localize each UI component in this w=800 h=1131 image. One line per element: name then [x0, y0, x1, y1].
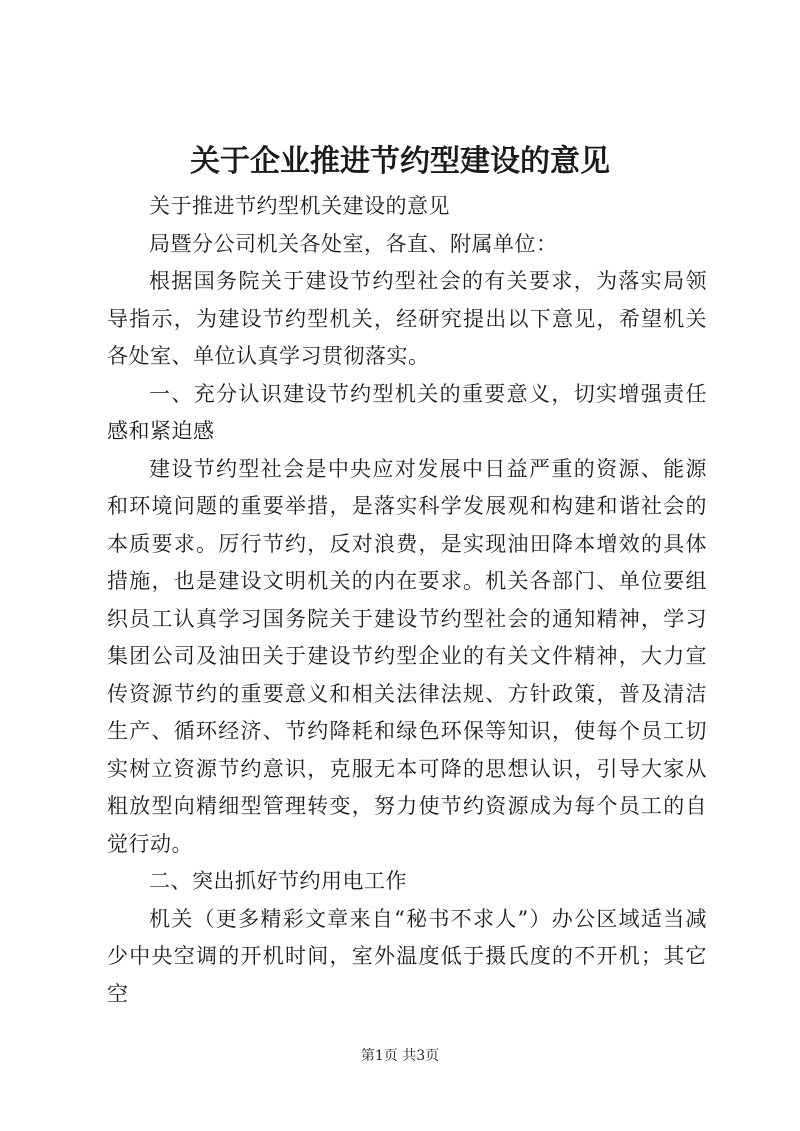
- paragraph-section-1: 建设节约型社会是中央应对发展中日益严重的资源、能源和环境问题的重要举措，是落实科学发展观和构建和谐社会的本质要求。厉行节约，反对浪费，是实现油田降本增效的具体措施，也是建设文明机关的内在要求。机关各部门、单位要组织员工认真学习国务院关于建设节约型社会的通知精神，学习集团公司及油田关于建设节约型企业的有关文件精神，大力宣传资源节约的重要意义和相关法律法规、方针政策，普及清洁生产、循环经济、节约降耗和绿色环保等知识，使每个员工切实树立资源节约意识，克服无本可降的思想认识，引导大家从粗放型向精细型管理转变，努力使节约资源成为每个员工的自觉行动。: [107, 456, 707, 856]
- section-heading-1: 一、充分认识建设节约型机关的重要意义，切实增强责任感和紧迫感: [107, 381, 707, 443]
- document-title: 关于企业推进节约型建设的意见: [190, 144, 610, 179]
- section-heading-2: 二、突出抓好节约用电工作: [149, 869, 407, 893]
- page-footer: 第1页 共3页: [360, 1048, 440, 1064]
- paragraph-section-2: 机关（更多精彩文章来自“秘书不求人”）办公区域适当减少中央空调的开机时间，室外温度低于摄氏度的不开机；其它空: [107, 906, 707, 1006]
- document-body: [107, 188, 707, 1013]
- paragraph-salutation: 局暨分公司机关各处室，各直、附属单位：: [149, 231, 558, 256]
- paragraph-intro: 根据国务院关于建设节约型社会的有关要求，为落实局领导指示，为建设节约型机关，经研究提出以下意见，希望机关各处室、单位认真学习贯彻落实。: [107, 269, 707, 368]
- paragraph-subtitle: 关于推进节约型机关建设的意见: [149, 194, 450, 218]
